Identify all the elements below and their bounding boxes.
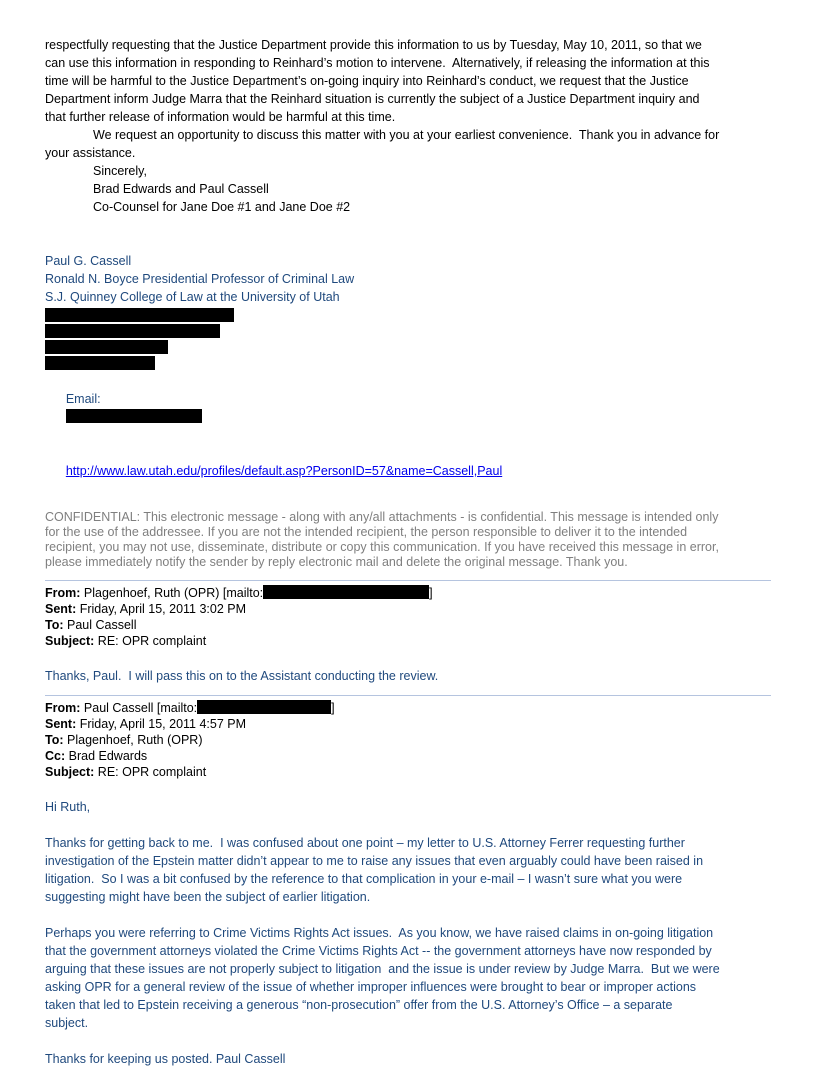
sent-row: [45, 716, 771, 732]
signature-name: Paul G. Cassell: [45, 254, 132, 268]
text-line: CONFIDENTIAL: This electronic message - along with any/all attachments - is confidential. This message is intended only: [45, 510, 719, 524]
redaction-bar: [45, 308, 234, 322]
text-line: subject.: [45, 1016, 89, 1030]
text-line: asking OPR for a general review of the issue of whether improper influences were brought to bear or improper actions: [45, 980, 697, 994]
email-divider: [45, 695, 771, 696]
email-header-1: [45, 585, 771, 649]
text-line: Thanks for getting back to me. I was confused about one point – my letter to U.S. Attorney Ferrer requesting further: [45, 836, 685, 850]
email-body-1: Thanks, Paul. I will pass this on to the Assistant conducting the review.: [45, 669, 439, 683]
spacer: [45, 780, 771, 798]
text-line: arguing that these issues are not properly subject to litigation and the issue is under review by Judge Marra. But we were: [45, 962, 720, 976]
subject-label: Subject:: [45, 634, 95, 648]
text-line: We request an opportunity to discuss this matter with you at your earliest convenience. Thank you in advance for: [93, 128, 720, 142]
to-value: Plagenhoef, Ruth (OPR): [67, 733, 203, 747]
from-close: ]: [331, 701, 335, 715]
from-value: Paul Cassell [mailto:: [83, 701, 198, 715]
email-body-2: [45, 798, 771, 1068]
subject-row: [45, 633, 771, 649]
email-closing: Thanks for keeping us posted. Paul Cassell: [45, 1052, 286, 1066]
text-line: litigation. So I was a bit confused by the reference to that complication in your e-mail – I wasn’t sure what you were: [45, 872, 683, 886]
text-line: that the government attorneys violated the Crime Victims Rights Act -- the government attorneys have now responded by: [45, 944, 712, 958]
sent-value: Friday, April 15, 2011 3:02 PM: [79, 602, 247, 616]
email-divider: [45, 580, 771, 581]
to-row: [45, 732, 771, 748]
to-label: To:: [45, 618, 64, 632]
cc-label: Cc:: [45, 749, 66, 763]
redaction-bar: [45, 324, 220, 338]
letter-paragraph-1: [45, 36, 771, 126]
sent-label: Sent:: [45, 602, 77, 616]
letter-paragraph-2: [45, 126, 771, 162]
to-label: To:: [45, 733, 64, 747]
to-value: Paul Cassell: [67, 618, 137, 632]
text-line: can use this information in responding to Reinhard’s motion to intervene. Alternatively, if releasing the information at this: [45, 56, 710, 70]
from-row: [45, 700, 771, 716]
to-row: [45, 617, 771, 633]
email-paragraph-2: [45, 924, 771, 1032]
redaction-bar: [263, 585, 429, 599]
text-line: taken that led to Epstein receiving a generous “non-prosecution” offer from the U.S. Attorney’s Office – a separate: [45, 998, 673, 1012]
text-line: Perhaps you were referring to Crime Victims Rights Act issues. As you know, we have raised claims in on-going litigation: [45, 926, 714, 940]
redaction-bar: [45, 340, 168, 354]
cc-value: Brad Edwards: [68, 749, 148, 763]
text-line: please immediately notify the sender by reply electronic mail and delete the original message. Thank you.: [45, 555, 628, 569]
redaction-bar: [197, 700, 331, 714]
signature-url-row: [45, 444, 771, 498]
email-paragraph-1: [45, 834, 771, 906]
spacer: [45, 906, 771, 924]
sent-label: Sent:: [45, 717, 77, 731]
signature-email-row: [45, 372, 771, 444]
redaction-bar: [45, 356, 155, 370]
text-line: that further release of information would be harmful at this time.: [45, 110, 396, 124]
text-line: investigation of the Epstein matter didn’t appear to me to raise any issues that even arguably could have been raised in: [45, 854, 704, 868]
text-line: respectfully requesting that the Justice Department provide this information to us by Tuesday, May 10, 2011, so that we: [45, 38, 702, 52]
letter-closing: Sincerely,: [93, 164, 147, 178]
profile-link[interactable]: http://www.law.utah.edu/profiles/default.asp?PersonID=57&name=Cassell,Paul: [65, 464, 503, 478]
sent-row: [45, 601, 771, 617]
redaction-bar: [66, 409, 202, 423]
sent-value: Friday, April 15, 2011 4:57 PM: [79, 717, 247, 731]
text-line: recipient, you may not use, disseminate, distribute or copy this communication. If you have received this message in error,: [45, 540, 719, 554]
from-label: From:: [45, 701, 81, 715]
spacer: [45, 1032, 771, 1050]
email-header-2: [45, 700, 771, 780]
spacer: [45, 649, 771, 667]
signature-school: S.J. Quinney College of Law at the University of Utah: [45, 290, 340, 304]
cc-row: [45, 748, 771, 764]
text-line: your assistance.: [45, 146, 136, 160]
text-line: time will be harmful to the Justice Department’s on-going inquiry into Reinhard’s conduct, we request that the Justice: [45, 74, 689, 88]
signature-block: [45, 252, 771, 498]
from-label: From:: [45, 586, 81, 600]
spacer: [45, 816, 771, 834]
confidentiality-notice: [45, 510, 771, 570]
subject-value: RE: OPR complaint: [97, 765, 207, 779]
letter-signers: Brad Edwards and Paul Cassell: [93, 182, 269, 196]
from-row: [45, 585, 771, 601]
subject-label: Subject:: [45, 765, 95, 779]
spacer: [45, 216, 771, 252]
text-line: for the use of the addressee. If you are not the intended recipient, the person responsible to deliver it to the intended: [45, 525, 688, 539]
text-line: Department inform Judge Marra that the Reinhard situation is currently the subject of a Justice Department inquiry and: [45, 92, 700, 106]
from-close: ]: [429, 586, 433, 600]
signature-title: Ronald N. Boyce Presidential Professor of Criminal Law: [45, 272, 355, 286]
letter-role: Co-Counsel for Jane Doe #1 and Jane Doe #2: [93, 200, 351, 214]
document-page: [45, 36, 771, 1068]
email-label: Email:: [65, 392, 101, 406]
text-line: suggesting might have been the subject of earlier litigation.: [45, 890, 371, 904]
email-greeting: Hi Ruth,: [45, 800, 91, 814]
from-value: Plagenhoef, Ruth (OPR) [mailto:: [83, 586, 264, 600]
subject-row: [45, 764, 771, 780]
subject-value: RE: OPR complaint: [97, 634, 207, 648]
